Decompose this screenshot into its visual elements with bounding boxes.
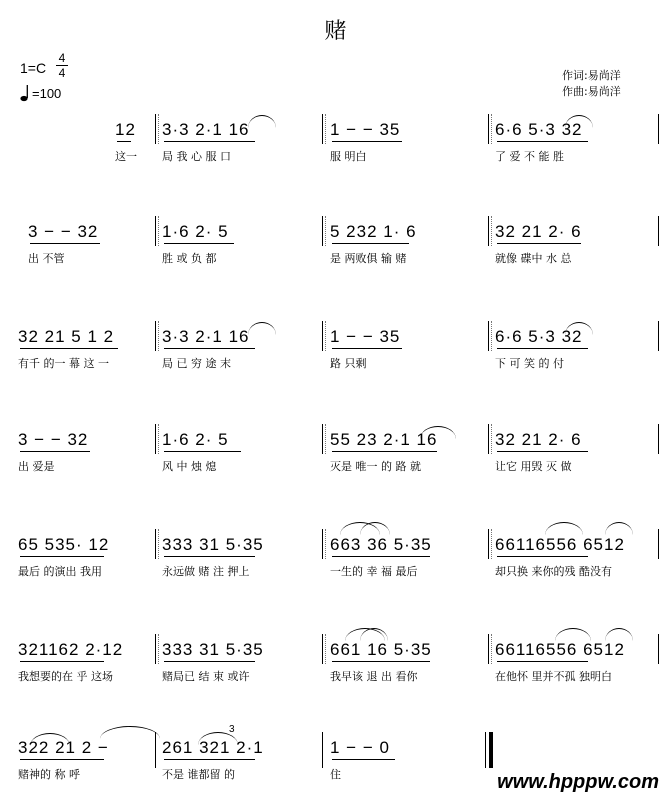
beam-line: [20, 451, 90, 452]
measure-notes: 333 31 5·35: [162, 640, 264, 659]
beam-line: [20, 759, 104, 760]
lyric-text: 路 只剩: [330, 357, 367, 370]
measure-notes: 3·3 2·1 16: [162, 327, 250, 346]
measure-notes: 1 − − 0: [330, 738, 390, 757]
measure-notes: 3·3 2·1 16: [162, 120, 250, 139]
lyric-text: 住: [330, 768, 341, 781]
bar-line: [155, 634, 156, 664]
measure-notes: 55 23 2·1 16: [330, 430, 438, 449]
slur-arc: [30, 733, 70, 746]
slur-arc: [605, 522, 633, 535]
bar-line-shade: [325, 216, 326, 246]
measure-notes: 65 535· 12: [18, 535, 110, 554]
bar-line-shade: [491, 321, 492, 351]
measure-notes: 32 21 2· 6: [495, 430, 582, 449]
lyric-text: 这一: [115, 150, 137, 163]
measure-notes: 261 321 2·1: [162, 738, 264, 757]
lyric-text: 灭是 唯一 的 路 就: [330, 460, 421, 473]
measure-notes: 333 31 5·35: [162, 535, 264, 554]
lyric-text: 永远做 赌 注 押上: [162, 565, 250, 578]
time-signature: [56, 52, 68, 79]
measure-notes: 32 21 5 1 2: [18, 327, 115, 346]
beam-line: [332, 451, 437, 452]
song-title: 赌: [324, 19, 347, 44]
slur-arc: [100, 726, 160, 739]
bar-line-shade: [325, 321, 326, 351]
measure-notes: 6·6 5·3 32: [495, 120, 583, 139]
bar-line: [658, 114, 659, 144]
beam-line: [332, 556, 430, 557]
lyric-text: 是 两败俱 输 赌: [330, 252, 407, 265]
slur-arc: [360, 628, 388, 641]
beam-line: [20, 348, 118, 349]
lyric-text: 局 我 心 服 口: [162, 150, 231, 163]
bar-line: [488, 634, 489, 664]
bar-line: [322, 732, 323, 768]
lyric-text: 赌神的 称 呼: [18, 768, 80, 781]
bar-line-shade: [158, 321, 159, 351]
measure-notes: 661 16 5·35: [330, 640, 432, 659]
lyric-text: 赌局已 结 束 或许: [162, 670, 250, 683]
measure-notes: 12: [115, 120, 136, 139]
beam-line: [497, 141, 588, 142]
bar-line: [658, 424, 659, 454]
bar-line-shade: [158, 424, 159, 454]
beam-line: [164, 556, 255, 557]
beam-line: [117, 141, 131, 142]
bar-line: [155, 529, 156, 559]
measure-notes: 321162 2·12: [18, 640, 124, 659]
measure-notes: 66116556 6512: [495, 640, 625, 659]
bar-line-shade: [325, 114, 326, 144]
slur-arc: [545, 522, 583, 535]
bar-line-shade: [158, 529, 159, 559]
bar-line: [488, 529, 489, 559]
beam-line: [497, 661, 588, 662]
measure-notes: 6·6 5·3 32: [495, 327, 583, 346]
beam-line: [497, 556, 588, 557]
bar-line-shade: [491, 529, 492, 559]
measure-notes: 322 21 2 −: [18, 738, 109, 757]
bar-line: [322, 634, 323, 664]
bar-line: [322, 321, 323, 351]
slur-arc: [565, 322, 593, 335]
beam-line: [164, 451, 241, 452]
watermark: www.hpppw.com: [497, 771, 659, 793]
slur-arc: [420, 426, 456, 439]
bar-line-shade: [158, 216, 159, 246]
measure-notes: 1·6 2· 5: [162, 222, 229, 241]
measure-notes: 1 − − 35: [330, 327, 401, 346]
composer-credit: 作曲:易尚洋: [562, 85, 621, 98]
bar-line-shade: [325, 424, 326, 454]
beam-line: [20, 556, 104, 557]
lyric-text: 我想要的在 乎 这场: [18, 670, 113, 683]
bar-line-shade: [491, 216, 492, 246]
bar-line: [322, 216, 323, 246]
quarter-note-icon: [20, 84, 30, 102]
slur-arc: [555, 628, 591, 641]
beam-line: [332, 243, 409, 244]
credits: [562, 68, 621, 100]
beam-line: [497, 243, 581, 244]
measure-notes: 32 21 2· 6: [495, 222, 582, 241]
bar-line-shade: [158, 634, 159, 664]
bar-line: [155, 424, 156, 454]
key-signature: 1=C: [20, 60, 47, 76]
slur-arc: [248, 322, 276, 335]
measure-notes: 3 − − 32: [18, 430, 89, 449]
lyric-text: 出 爱是: [18, 460, 55, 473]
beam-line: [164, 759, 255, 760]
measure-notes: 5 232 1· 6: [330, 222, 417, 241]
bar-line: [155, 216, 156, 246]
slur-arc: [248, 115, 276, 128]
lyric-text: 胜 或 负 都: [162, 252, 217, 265]
beam-line: [30, 243, 100, 244]
beam-line: [332, 141, 402, 142]
bar-line: [658, 634, 659, 664]
bar-line: [488, 114, 489, 144]
bar-line-shade: [491, 634, 492, 664]
beam-line: [332, 348, 402, 349]
slur-arc: [565, 115, 593, 128]
bar-line: [658, 216, 659, 246]
lyric-text: 局 已 穷 途 末: [162, 357, 231, 370]
bar-line: [488, 321, 489, 351]
beam-line: [332, 661, 430, 662]
bar-line-shade: [325, 529, 326, 559]
lyric-text: 我早该 退 出 看你: [330, 670, 418, 683]
beam-line: [164, 661, 255, 662]
beam-line: [164, 348, 255, 349]
bar-line-shade: [491, 114, 492, 144]
bar-line: [322, 529, 323, 559]
bar-line: [155, 321, 156, 351]
final-bar-thick: [489, 732, 493, 768]
lyric-text: 风 中 烛 熄: [162, 460, 217, 473]
lyric-text: 服 明白: [330, 150, 367, 163]
bar-line: [488, 216, 489, 246]
lyric-text: 不是 谁都留 的: [162, 768, 235, 781]
measure-notes: 66116556 6512: [495, 535, 625, 554]
bar-line: [322, 424, 323, 454]
measure-notes: 3 − − 32: [28, 222, 99, 241]
lyric-text: 在他怀 里并不孤 独明白: [495, 670, 612, 683]
beam-line: [20, 661, 104, 662]
tempo-marking: =100: [32, 86, 62, 101]
beam-line: [497, 348, 588, 349]
slur-arc: [605, 628, 633, 641]
lyric-text: 却只换 来你的残 酷没有: [495, 565, 612, 578]
lyricist-credit: 作词:易尚洋: [562, 69, 621, 82]
measure-notes: 1 − − 35: [330, 120, 401, 139]
bar-line: [658, 529, 659, 559]
bar-line: [488, 424, 489, 454]
lyric-text: 让它 用毁 灭 做: [495, 460, 572, 473]
beam-line: [497, 451, 588, 452]
bar-line: [658, 321, 659, 351]
beam-line: [332, 759, 395, 760]
lyric-text: 了 爱 不 能 胜: [495, 150, 564, 163]
lyric-text: 出 不管: [28, 252, 65, 265]
triplet-mark: 3: [229, 724, 235, 735]
bar-line: [155, 114, 156, 144]
lyric-text: 一生的 幸 福 最后: [330, 565, 418, 578]
beam-line: [164, 243, 234, 244]
lyric-text: 有千 的一 幕 这 一: [18, 357, 109, 370]
final-bar-thin: [485, 732, 486, 768]
measure-notes: 1·6 2· 5: [162, 430, 229, 449]
time-signature-top: 4: [58, 51, 66, 65]
lyric-text: 下 可 笑 的 付: [495, 357, 564, 370]
lyric-text: 最后 的演出 我用: [18, 565, 102, 578]
measure-notes: 663 36 5·35: [330, 535, 432, 554]
bar-line-shade: [491, 424, 492, 454]
beam-line: [164, 141, 255, 142]
time-signature-bottom: 4: [58, 66, 66, 80]
lyric-text: 就像 碟中 水 总: [495, 252, 572, 265]
bar-line-shade: [158, 114, 159, 144]
bar-line-shade: [325, 634, 326, 664]
bar-line: [322, 114, 323, 144]
